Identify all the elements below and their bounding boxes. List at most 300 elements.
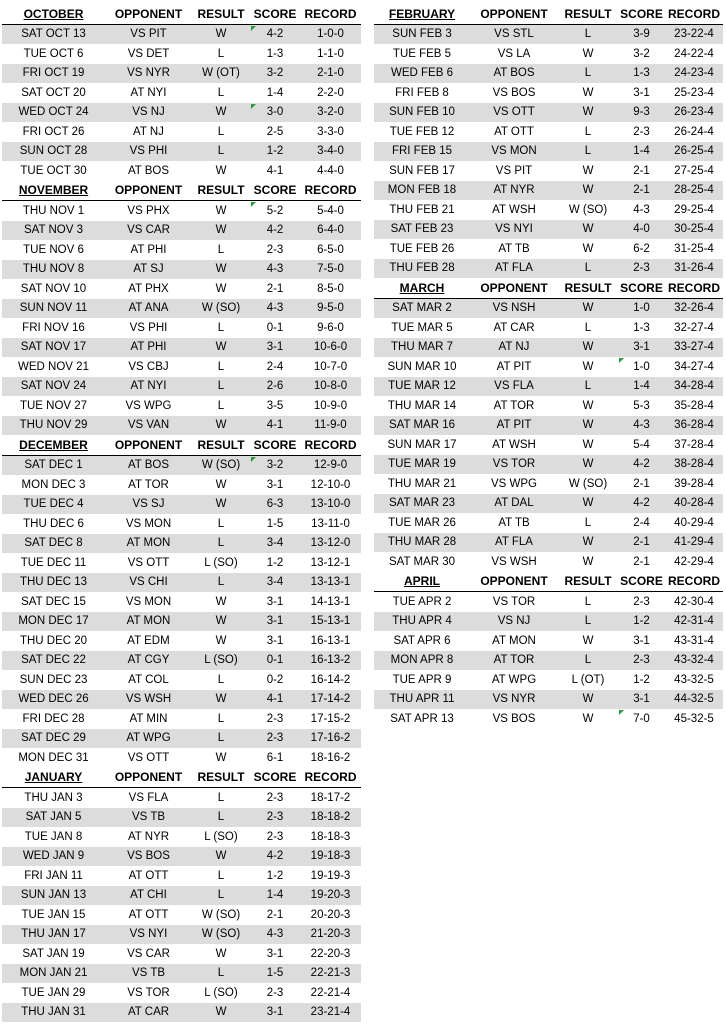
record-cell: 34-27-4 <box>674 360 714 373</box>
score-cell: 4-2 <box>250 847 300 867</box>
month-header-row <box>2 181 361 201</box>
date-cell: SAT JAN 19 <box>22 947 85 960</box>
date-cell: SAT DEC 29 <box>2 729 105 749</box>
date-cell: FRI FEB 8 <box>395 86 449 99</box>
opponent-cell: AT PHX <box>128 282 169 295</box>
result-cell: L <box>217 673 225 686</box>
result-cell: L <box>192 377 250 397</box>
score-cell: 6-1 <box>266 751 284 764</box>
right-schedule-column <box>374 4 723 729</box>
month-header-row <box>2 435 361 455</box>
score-cell: 4-3 <box>250 299 300 319</box>
result-cell: W <box>582 555 594 568</box>
opponent-cell: VS BOS <box>492 86 536 99</box>
game-row <box>2 925 361 945</box>
opponent-cell: VS OTT <box>127 556 170 569</box>
result-column-header: RESULT <box>192 768 250 788</box>
month-header-row <box>2 4 361 24</box>
score-cell: 2-1 <box>633 164 650 177</box>
score-cell: 2-1 <box>266 908 284 921</box>
date-cell: THU DEC 6 <box>23 517 84 530</box>
game-row <box>374 552 723 572</box>
score-cell: 3-1 <box>250 338 300 358</box>
record-cell: 4-4-0 <box>317 164 344 177</box>
result-cell: W <box>192 612 250 632</box>
game-row <box>374 200 723 220</box>
record-cell: 41-29-4 <box>665 533 723 553</box>
record-cell: 32-26-4 <box>665 298 723 318</box>
date-cell: TUE APR 9 <box>392 673 452 686</box>
result-cell: L <box>217 243 225 256</box>
date-cell: TUE DEC 4 <box>2 495 105 515</box>
score-cell: 5-4 <box>633 438 650 451</box>
opponent-cell: AT NYR <box>127 830 170 843</box>
date-cell: THU NOV 1 <box>22 204 85 217</box>
opponent-cell: VS PHX <box>127 204 170 217</box>
score-cell: 4-2 <box>618 455 665 475</box>
score-cell: 2-3 <box>266 712 284 725</box>
date-cell: THU JAN 31 <box>2 1003 105 1023</box>
game-row <box>374 631 723 651</box>
game-row <box>2 964 361 984</box>
game-row <box>2 612 361 632</box>
record-cell: 31-25-4 <box>674 242 714 255</box>
game-row <box>2 944 361 964</box>
score-cell: 2-4 <box>633 516 650 529</box>
score-cell: 4-1 <box>250 416 300 436</box>
score-cell: 1-3 <box>266 47 284 60</box>
record-cell: 34-28-4 <box>665 377 723 397</box>
game-row <box>374 690 723 710</box>
result-cell: L <box>217 712 225 725</box>
game-row <box>2 514 361 534</box>
result-cell: W <box>582 164 594 177</box>
result-cell: W <box>192 495 250 515</box>
date-cell: SAT NOV 17 <box>2 338 105 358</box>
opponent-cell: VS DET <box>127 47 170 60</box>
opponent-cell: AT MON <box>105 534 192 554</box>
score-cell: 4-1 <box>266 164 284 177</box>
result-cell: W <box>192 416 250 436</box>
date-cell: THU MAR 21 <box>387 477 457 490</box>
record-cell: 43-31-4 <box>674 634 714 647</box>
result-cell: W <box>582 242 594 255</box>
record-cell: 5-4-0 <box>317 204 344 217</box>
date-cell: SUN OCT 28 <box>2 142 105 162</box>
record-cell: 43-32-5 <box>674 673 714 686</box>
result-cell: W <box>215 751 227 764</box>
opponent-column-header: OPPONENT <box>105 4 192 24</box>
score-cell: 2-3 <box>633 595 650 608</box>
result-cell: W <box>192 847 250 867</box>
result-cell: W <box>582 712 594 725</box>
opponent-cell: VS NJ <box>105 103 192 123</box>
game-row <box>374 142 723 162</box>
score-cell: 2-1 <box>618 533 665 553</box>
result-cell: W <box>192 24 250 44</box>
score-cell: 4-2 <box>250 24 300 44</box>
result-cell: W (OT) <box>192 64 250 84</box>
date-cell: SAT MAR 16 <box>374 416 470 436</box>
game-row <box>374 494 723 514</box>
opponent-cell: VS PHI <box>129 321 168 334</box>
record-cell: 10-9-0 <box>313 399 348 412</box>
month-label: MARCH <box>374 278 470 298</box>
record-cell: 6-4-0 <box>300 221 361 241</box>
opponent-cell: VS NYI <box>105 925 192 945</box>
record-cell: 17-14-2 <box>300 690 361 710</box>
date-cell: MON DEC 17 <box>2 612 105 632</box>
record-cell: 26-23-4 <box>665 103 723 123</box>
game-row <box>2 122 361 142</box>
score-cell: 4-0 <box>618 220 665 240</box>
record-cell: 12-9-0 <box>300 455 361 475</box>
score-cell: 1-2 <box>266 556 284 569</box>
record-cell: 17-15-2 <box>310 712 351 725</box>
record-cell: 7-5-0 <box>300 260 361 280</box>
date-cell: TUE MAR 19 <box>374 455 470 475</box>
record-cell: 44-32-5 <box>665 690 723 710</box>
record-cell: 12-10-0 <box>310 478 351 491</box>
record-cell: 17-16-2 <box>300 729 361 749</box>
date-cell: TUE FEB 26 <box>389 242 455 255</box>
game-row <box>2 886 361 906</box>
result-cell: W <box>558 298 618 318</box>
result-cell: W <box>558 416 618 436</box>
record-cell: 21-20-3 <box>300 925 361 945</box>
date-cell: TUE DEC 11 <box>20 556 87 569</box>
opponent-cell: VS MON <box>470 142 558 162</box>
game-row <box>374 103 723 123</box>
opponent-cell: AT TB <box>498 242 530 255</box>
result-column-header: RESULT <box>558 4 618 24</box>
game-row <box>2 338 361 358</box>
opponent-cell: AT SJ <box>105 260 192 280</box>
game-row <box>2 103 361 123</box>
game-row <box>2 690 361 710</box>
game-row <box>2 64 361 84</box>
record-cell: 13-11-0 <box>311 517 350 530</box>
record-cell: 42-30-4 <box>674 595 714 608</box>
result-cell: W <box>558 338 618 358</box>
opponent-cell: VS PHI <box>105 142 192 162</box>
record-cell: 23-22-4 <box>665 24 723 44</box>
result-cell: W <box>582 47 594 60</box>
score-cell: 0-1 <box>266 321 284 334</box>
opponent-cell: AT PIT <box>496 360 532 373</box>
game-row <box>374 318 723 338</box>
result-cell: W <box>582 634 594 647</box>
result-cell: L <box>558 24 618 44</box>
game-row <box>2 847 361 867</box>
result-cell: L <box>192 729 250 749</box>
score-cell: 3-1 <box>266 634 284 647</box>
record-cell: 22-21-4 <box>310 986 351 999</box>
score-cell: 2-3 <box>250 729 300 749</box>
game-row <box>2 475 361 495</box>
record-cell: 13-12-0 <box>300 534 361 554</box>
date-cell: WED DEC 26 <box>2 690 105 710</box>
result-cell: L <box>558 377 618 397</box>
record-cell: 42-31-4 <box>665 612 723 632</box>
game-row <box>374 161 723 181</box>
date-cell: SAT MAR 2 <box>374 298 470 318</box>
score-cell: 1-5 <box>266 517 284 530</box>
record-cell: 19-20-3 <box>300 886 361 906</box>
record-cell: 18-17-2 <box>310 791 351 804</box>
date-cell: TUE JAN 15 <box>21 908 86 921</box>
result-cell: W <box>558 455 618 475</box>
opponent-cell: VS MON <box>125 517 172 530</box>
record-cell: 13-10-0 <box>300 495 361 515</box>
opponent-cell: VS WSH <box>105 690 192 710</box>
score-cell: 3-2 <box>250 455 300 475</box>
record-cell: 13-13-1 <box>300 573 361 593</box>
record-cell: 3-4-0 <box>300 142 361 162</box>
record-cell: 11-9-0 <box>300 416 361 436</box>
record-cell: 1-0-0 <box>300 24 361 44</box>
score-cell: 3-1 <box>618 338 665 358</box>
date-cell: FRI DEC 28 <box>22 712 85 725</box>
result-cell: L <box>217 869 225 882</box>
record-cell: 27-25-4 <box>674 164 714 177</box>
record-cell: 32-27-4 <box>674 321 714 334</box>
result-cell: W <box>215 282 227 295</box>
result-cell: W <box>582 86 594 99</box>
date-cell: THU DEC 20 <box>19 634 88 647</box>
opponent-cell: AT CHI <box>105 886 192 906</box>
opponent-cell: VS WPG <box>490 477 537 490</box>
result-cell: W <box>192 103 250 123</box>
record-cell: 30-25-4 <box>665 220 723 240</box>
game-row <box>2 24 361 44</box>
date-cell: MON DEC 3 <box>21 478 86 491</box>
result-cell: L <box>558 142 618 162</box>
date-cell: SAT APR 13 <box>390 712 454 725</box>
game-row <box>2 905 361 925</box>
score-cell: 2-3 <box>266 986 284 999</box>
month-label: OCTOBER <box>2 4 105 24</box>
result-cell: W <box>192 221 250 241</box>
record-cell: 22-20-3 <box>310 947 351 960</box>
game-row <box>374 239 723 259</box>
month-label: FEBRUARY <box>374 4 470 24</box>
opponent-cell: VS NYR <box>470 690 558 710</box>
opponent-cell: VS MON <box>125 595 172 608</box>
opponent-cell: AT OTT <box>128 869 169 882</box>
result-cell: L <box>584 595 592 608</box>
record-cell: 29-25-4 <box>674 203 714 216</box>
record-column-header: RECORD <box>300 435 361 455</box>
date-cell: TUE MAR 12 <box>374 377 470 397</box>
result-cell: L <box>584 516 592 529</box>
score-cell: 1-4 <box>250 886 300 906</box>
date-cell: WED FEB 6 <box>374 64 470 84</box>
date-cell: TUE JAN 8 <box>24 830 83 843</box>
date-cell: SAT MAR 23 <box>374 494 470 514</box>
game-row <box>374 533 723 553</box>
record-cell: 9-5-0 <box>300 299 361 319</box>
game-row <box>2 670 361 690</box>
result-cell: L <box>192 808 250 828</box>
game-row <box>2 808 361 828</box>
opponent-cell: AT NYR <box>470 181 558 201</box>
game-row <box>2 240 361 260</box>
record-cell: 10-7-0 <box>313 360 348 373</box>
game-row <box>374 416 723 436</box>
month-label: APRIL <box>374 572 470 592</box>
game-row <box>374 513 723 533</box>
record-cell: 3-2-0 <box>300 103 361 123</box>
game-row <box>2 142 361 162</box>
score-cell: 2-3 <box>618 651 665 671</box>
date-cell: TUE FEB 12 <box>389 125 455 138</box>
game-row <box>2 573 361 593</box>
score-cell: 2-1 <box>618 181 665 201</box>
score-cell: 1-4 <box>618 142 665 162</box>
opponent-cell: AT OTT <box>128 908 169 921</box>
month-header-row <box>374 572 723 592</box>
record-cell: 2-1-0 <box>300 64 361 84</box>
record-column-header: RECORD <box>665 278 723 298</box>
game-row <box>374 181 723 201</box>
game-row <box>2 553 361 573</box>
date-cell: THU NOV 29 <box>2 416 105 436</box>
score-cell: 3-2 <box>633 47 650 60</box>
score-column-header: SCORE <box>250 435 300 455</box>
opponent-cell: AT OTT <box>494 125 534 138</box>
opponent-cell: VS WPG <box>125 399 172 412</box>
game-row <box>374 670 723 690</box>
record-cell: 39-28-4 <box>674 477 714 490</box>
date-cell: TUE OCT 6 <box>23 47 84 60</box>
opponent-cell: VS WSH <box>491 555 537 568</box>
date-cell: FRI FEB 15 <box>374 142 470 162</box>
record-cell: 10-6-0 <box>300 338 361 358</box>
score-cell: 3-1 <box>633 86 650 99</box>
game-row <box>2 651 361 671</box>
opponent-cell: AT FLA <box>470 533 558 553</box>
game-row <box>2 201 361 221</box>
month-header-row <box>374 4 723 24</box>
record-column-header: RECORD <box>300 4 361 24</box>
result-cell: W <box>558 494 618 514</box>
result-cell: L <box>217 47 225 60</box>
opponent-column-header: OPPONENT <box>105 181 192 201</box>
opponent-cell: AT PHI <box>105 338 192 358</box>
opponent-cell: AT TB <box>498 516 530 529</box>
date-cell: FRI OCT 19 <box>2 64 105 84</box>
game-row <box>2 534 361 554</box>
result-cell: W <box>582 399 594 412</box>
month-label: NOVEMBER <box>2 181 105 201</box>
game-row <box>374 259 723 279</box>
opponent-cell: VS TOR <box>492 595 536 608</box>
game-row <box>2 495 361 515</box>
record-cell: 15-13-1 <box>300 612 361 632</box>
result-column-header: RESULT <box>558 278 618 298</box>
opponent-cell: AT WSH <box>492 438 536 451</box>
date-cell: THU APR 4 <box>374 612 470 632</box>
record-cell: 40-29-4 <box>674 516 714 529</box>
game-row <box>2 709 361 729</box>
record-cell: 18-16-2 <box>310 751 351 764</box>
opponent-cell: VS STL <box>470 24 558 44</box>
score-column-header: SCORE <box>618 278 665 298</box>
score-cell: 1-5 <box>250 964 300 984</box>
score-cell: 2-1 <box>633 477 650 490</box>
score-cell: 0-1 <box>250 651 300 671</box>
opponent-cell: VS PIT <box>495 164 533 177</box>
game-row <box>2 983 361 1003</box>
game-row <box>2 260 361 280</box>
game-row <box>2 455 361 475</box>
result-cell: W <box>215 164 227 177</box>
date-cell: WED OCT 24 <box>2 103 105 123</box>
result-cell: W (SO) <box>192 299 250 319</box>
date-cell: MON JAN 21 <box>2 964 105 984</box>
result-cell: L <box>217 791 225 804</box>
score-column-header: SCORE <box>250 4 300 24</box>
record-cell: 36-28-4 <box>665 416 723 436</box>
opponent-cell: AT CAR <box>493 321 535 334</box>
date-cell: SAT DEC 15 <box>21 595 86 608</box>
result-cell: L (SO) <box>204 986 238 999</box>
date-cell: TUE NOV 27 <box>19 399 88 412</box>
game-row <box>374 338 723 358</box>
game-row <box>374 24 723 44</box>
opponent-cell: VS CHI <box>105 573 192 593</box>
game-row <box>2 729 361 749</box>
opponent-cell: VS OTT <box>127 751 170 764</box>
opponent-cell: VS TB <box>105 808 192 828</box>
result-cell: L <box>217 399 225 412</box>
opponent-cell: AT MON <box>105 612 192 632</box>
opponent-cell: VS TB <box>105 964 192 984</box>
opponent-cell: VS PIT <box>105 24 192 44</box>
opponent-column-header: OPPONENT <box>470 4 558 24</box>
record-cell: 2-2-0 <box>317 86 344 99</box>
result-cell: L <box>217 86 225 99</box>
score-cell: 5-2 <box>250 201 300 221</box>
result-cell: W <box>192 1003 250 1023</box>
opponent-cell: AT PIT <box>470 416 558 436</box>
game-row <box>2 631 361 651</box>
result-cell: L <box>217 125 225 138</box>
date-cell: MON DEC 31 <box>18 751 89 764</box>
result-cell: W (SO) <box>201 908 241 921</box>
result-cell: L <box>584 125 592 138</box>
result-cell: L <box>217 360 225 373</box>
month-header-row <box>374 278 723 298</box>
score-cell: 1-4 <box>266 86 284 99</box>
result-cell: W <box>192 338 250 358</box>
score-cell: 1-2 <box>250 142 300 162</box>
date-cell: THU FEB 28 <box>374 259 470 279</box>
result-cell: W <box>215 204 227 217</box>
game-row <box>2 592 361 612</box>
record-cell: 22-21-3 <box>300 964 361 984</box>
date-cell: SAT OCT 13 <box>2 24 105 44</box>
game-row <box>2 396 361 416</box>
score-cell: 2-3 <box>618 259 665 279</box>
date-cell: SAT OCT 20 <box>21 86 86 99</box>
date-cell: MON FEB 18 <box>374 181 470 201</box>
opponent-cell: AT CGY <box>105 651 192 671</box>
game-row <box>374 455 723 475</box>
game-row <box>374 298 723 318</box>
month-label: DECEMBER <box>2 435 105 455</box>
